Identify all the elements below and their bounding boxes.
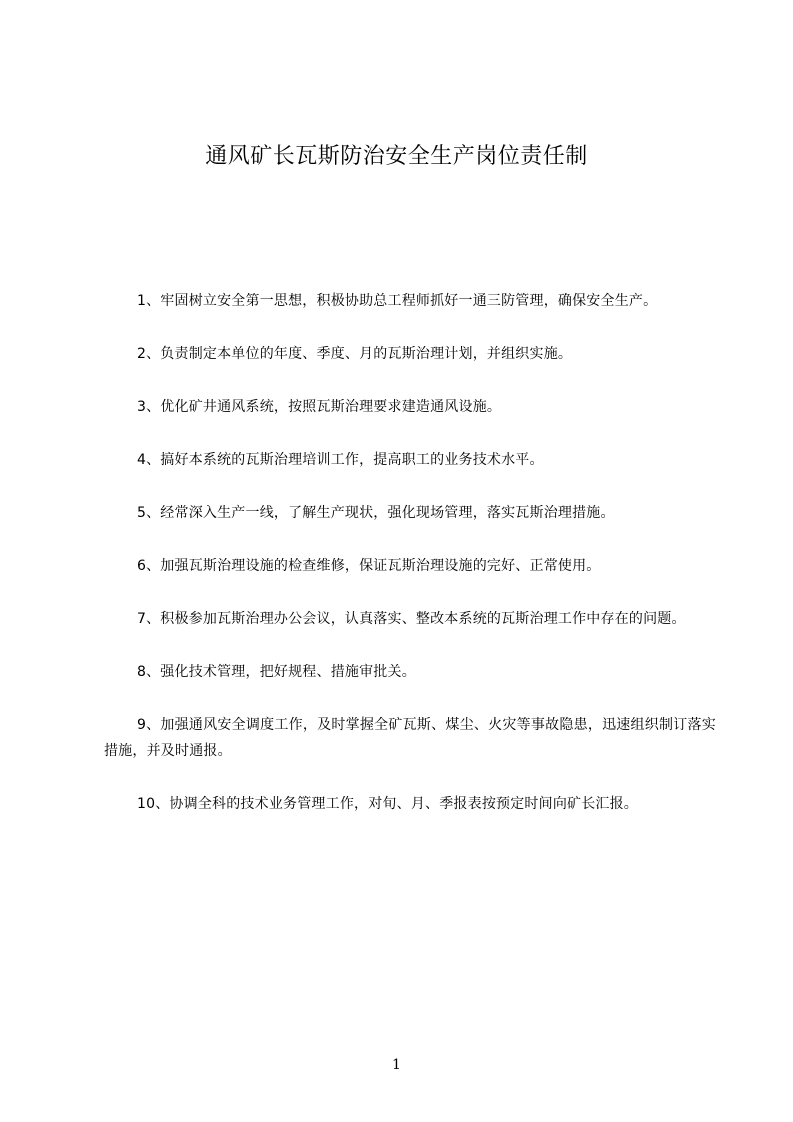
responsibility-item-10: 10、协调全科的技术业务管理工作，对旬、月、季报表按预定时间向矿长汇报。 bbox=[137, 796, 639, 812]
responsibility-item-9: 9、加强通风安全调度工作，及时掌握全矿瓦斯、煤尘、火灾等事故隐患，迅速组织制订落实措施，并及时通报。 bbox=[104, 717, 716, 759]
document-title: 通风矿长瓦斯防治安全生产岗位责任制 bbox=[205, 144, 588, 169]
responsibility-item-7: 7、积极参加瓦斯治理办公会议，认真落实、整改本系统的瓦斯治理工作中存在的问题。 bbox=[137, 611, 686, 627]
responsibility-item-3: 3、优化矿井通风系统，按照瓦斯治理要求建造通风设施。 bbox=[137, 399, 502, 415]
document-body bbox=[104, 288, 716, 844]
responsibility-item-8: 8、强化技术管理，把好规程、措施审批关。 bbox=[137, 664, 416, 680]
responsibility-item-2: 2、负责制定本单位的年度、季度、月的瓦斯治理计划，并组织实施。 bbox=[137, 346, 573, 362]
responsibility-item-1: 1、牢固树立安全第一思想，积极协助总工程师抓好一通三防管理，确保安全生产。 bbox=[137, 293, 658, 309]
responsibility-item-4: 4、搞好本系统的瓦斯治理培训工作，提高职工的业务技术水平。 bbox=[137, 452, 544, 468]
responsibility-item-5: 5、经常深入生产一线，了解生产现状，强化现场管理，落实瓦斯治理措施。 bbox=[137, 505, 615, 521]
page-number: 1 bbox=[392, 1057, 401, 1073]
responsibility-item-6: 6、加强瓦斯治理设施的检查维修，保证瓦斯治理设施的完好、正常使用。 bbox=[137, 558, 601, 574]
